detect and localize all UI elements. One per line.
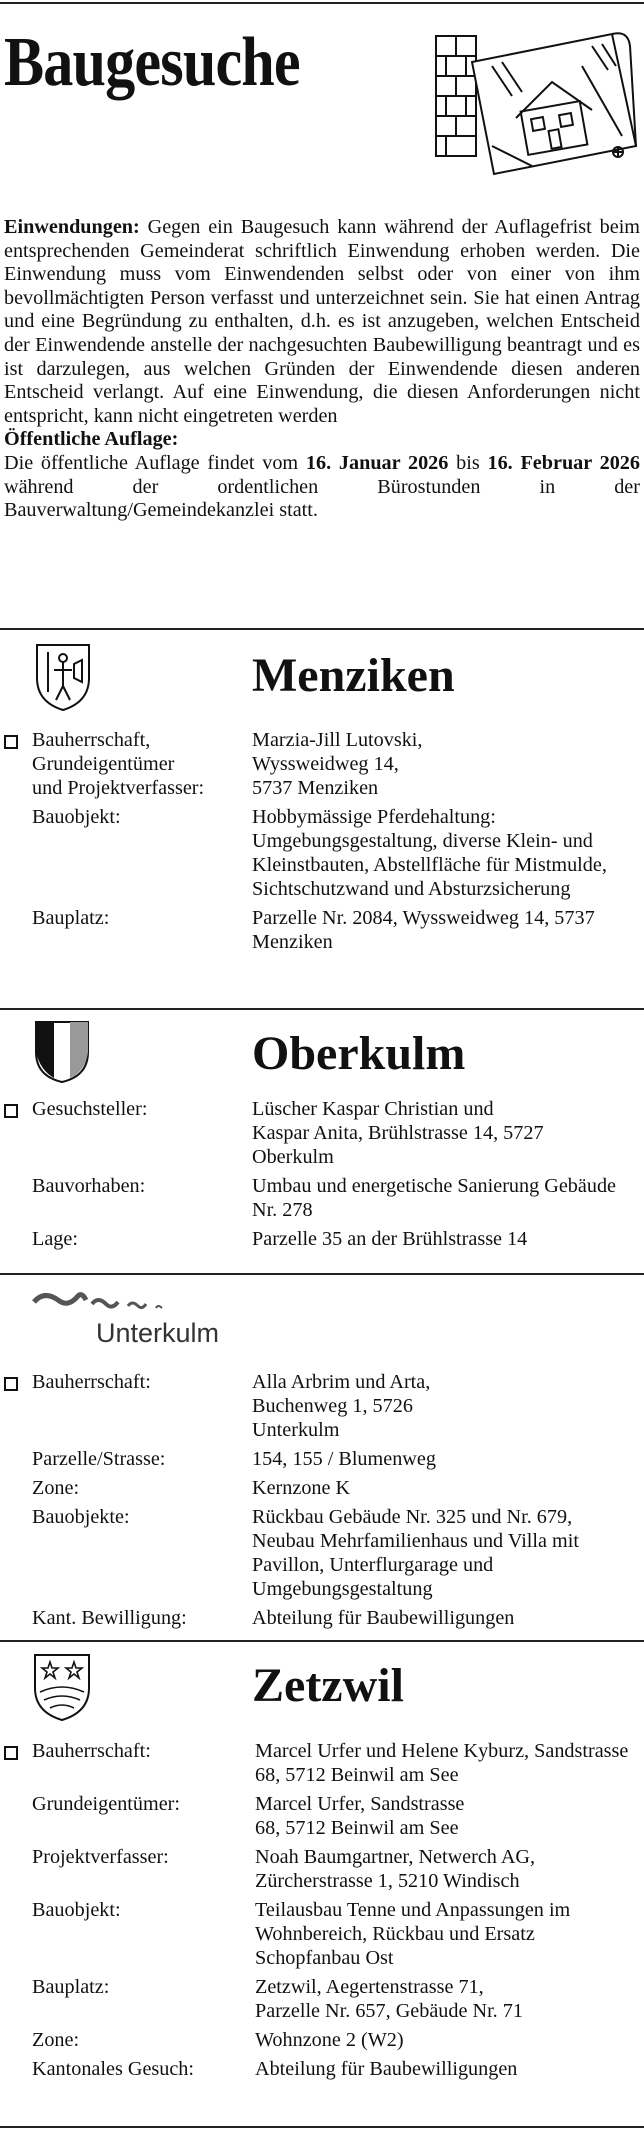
entry-row	[0, 1898, 644, 1970]
bottom-rule	[0, 2126, 644, 2128]
entry-row	[0, 1476, 644, 1500]
entry-row	[0, 1447, 644, 1471]
entry-value: Kernzone K	[252, 1477, 351, 1499]
entry-value: Umbau und energetische Sanierung Gebäude Nr. 278	[252, 1175, 617, 1221]
entries-menziken	[0, 728, 644, 954]
blueprint-house-icon	[432, 26, 640, 178]
entry-value: Rückbau Gebäude Nr. 325 und Nr. 679, Neubau Mehrfamilienhaus und Villa mit Pavillon, Unterflurgarage und Umgebungsgestaltung	[252, 1506, 579, 1600]
entry-row	[0, 1227, 644, 1251]
divider-zetzwil	[0, 1640, 644, 1642]
entry-row	[0, 906, 644, 954]
entry-key: Parzelle/Strasse:	[32, 1448, 166, 1470]
entry-key: Gesuchsteller:	[32, 1098, 148, 1120]
entry-row	[0, 2028, 644, 2052]
entry-row	[0, 1845, 644, 1893]
entry-row	[0, 1174, 644, 1222]
entry-row	[0, 1739, 644, 1787]
entries-zetzwil	[0, 1739, 644, 2081]
entry-key: Bauobjekt:	[32, 806, 121, 828]
entry-value: Noah Baumgartner, Netwerch AG, Zürcherstrasse 1, 5210 Windisch	[255, 1846, 536, 1892]
town-title-menziken: Menziken	[252, 649, 455, 702]
entry-value: Teilausbau Tenne und Anpassungen im Wohnbereich, Rückbau und Ersatz Schopfanbau Ost	[255, 1899, 571, 1969]
entry-value: Lüscher Kaspar Christian und Kaspar Anita, Brühlstrasse 14, 5727 Oberkulm	[252, 1098, 544, 1168]
entry-row	[0, 805, 644, 901]
entry-value: Wohnzone 2 (W2)	[255, 2029, 404, 2051]
entries-oberkulm	[0, 1097, 644, 1251]
entry-value: Parzelle Nr. 2084, Wyssweidweg 14, 5737 Menziken	[252, 907, 595, 953]
page-title: Baugesuche	[4, 24, 300, 101]
entry-value: Hobbymässige Pferdehaltung: Umgebungsgestaltung, diverse Klein- und Kleinstbauten, Abstellfläche für Mistmulde, Sichtschutzwand und Absturzsicherung	[252, 806, 607, 900]
entry-key: Kant. Bewilligung:	[32, 1607, 187, 1629]
entry-key: Kantonales Gesuch:	[32, 2058, 195, 2080]
auflage-label: Öffentliche Auflage:	[4, 428, 179, 451]
entry-row	[0, 1370, 644, 1442]
entry-key: Lage:	[32, 1228, 78, 1250]
intro-section	[4, 216, 640, 523]
entry-key: Bauvorhaben:	[32, 1175, 146, 1197]
entry-row	[0, 1505, 644, 1601]
entry-key: und Projektverfasser:	[32, 777, 205, 799]
entry-row	[0, 1792, 644, 1840]
entry-row	[0, 2057, 644, 2081]
divider-oberkulm	[0, 1008, 644, 1010]
town-title-oberkulm: Oberkulm	[252, 1027, 466, 1080]
entry-value: Zetzwil, Aegertenstrasse 71, Parzelle Nr. 657, Gebäude Nr. 71	[255, 1976, 523, 2022]
entry-row	[0, 728, 644, 752]
entry-row	[0, 1097, 644, 1169]
entry-key: Bauherrschaft:	[32, 1740, 151, 1762]
auflage-from: 16. Januar 2026	[305, 451, 449, 474]
entry-value: Parzelle 35 an der Brühlstrasse 14	[252, 1228, 528, 1250]
entry-value: Abteilung für Baubewilligungen	[252, 1607, 515, 1629]
entry-row	[0, 752, 644, 776]
auflage-to: 16. Februar 2026	[487, 451, 640, 474]
entry-key: Bauobjekte:	[32, 1506, 130, 1528]
entry-value: Alla Arbrim und Arta, Buchenweg 1, 5726 Unterkulm	[252, 1371, 431, 1441]
entry-key: Bauplatz:	[32, 1976, 110, 1998]
entry-value: Marcel Urfer und Helene Kyburz, Sandstrasse 68, 5712 Beinwil am See	[255, 1740, 629, 1786]
auflage-mid: bis	[448, 451, 488, 474]
entry-row	[0, 1606, 644, 1630]
entry-key: Zone:	[32, 2029, 80, 2051]
entry-row	[0, 1975, 644, 2023]
unterkulm-logo-text: Unterkulm	[96, 1318, 220, 1348]
zetzwil-crest-icon	[32, 1652, 92, 1722]
entry-value: 154, 155 / Blumenweg	[252, 1448, 436, 1470]
auflage-pre: Die öffentliche Auflage findet vom	[4, 451, 306, 474]
town-title-zetzwil: Zetzwil	[252, 1659, 404, 1712]
oberkulm-crest-icon	[34, 1020, 90, 1084]
entry-key: Bauobjekt:	[32, 1899, 121, 1921]
entry-value: Marcel Urfer, Sandstrasse 68, 5712 Beinwil am See	[255, 1793, 465, 1839]
menziken-crest-icon	[34, 642, 92, 712]
entry-value: Wyssweidweg 14,	[252, 753, 399, 775]
entry-key: Bauplatz:	[32, 907, 110, 929]
entry-key: Projektverfasser:	[32, 1846, 169, 1868]
entry-key: Grundeigentümer:	[32, 1793, 180, 1815]
auflage-post: während der ordentlichen Bürostunden in der Bauverwaltung/Gemeindekanzlei statt.	[4, 475, 640, 522]
divider-menziken	[0, 628, 644, 630]
divider-unterkulm	[0, 1273, 644, 1275]
entry-row	[0, 776, 644, 800]
entry-value: 5737 Menziken	[252, 777, 379, 799]
top-rule	[0, 2, 644, 4]
entry-key: Grundeigentümer	[32, 753, 175, 775]
einwendungen-text: Gegen ein Baugesuch kann während der Auflagefrist beim entsprechenden Gemeinderat schriftlich Einwendung erhoben werden. Die Einwendung muss vom Einwendenden selbst oder von einer von ihm bevollmächtigten Person verfasst und unterzeichnet sein. Sie hat einen Antrag und eine Begründung zu enthalten, d.h. es ist anzugeben, welchen Entscheid der Einwendende anstelle der nachgesuchten Baubewilligung beantragt und es ist darzulegen, aus welchen Gründen der Einwendende diesen anderen Entscheid verlangt. Auf eine Einwendung, die diesen Anforderungen nicht entspricht, kann nicht eingetreten werden	[4, 216, 640, 427]
entry-key: Zone:	[32, 1477, 80, 1499]
entry-value: Abteilung für Baubewilligungen	[255, 2058, 518, 2080]
entry-key: Bauherrschaft:	[32, 1371, 151, 1393]
entries-unterkulm	[0, 1370, 644, 1630]
einwendungen-label: Einwendungen:	[4, 216, 140, 238]
unterkulm-logo-waves-icon	[32, 1290, 182, 1316]
entry-key: Bauherrschaft,	[32, 729, 151, 751]
entry-value: Marzia-Jill Lutovski,	[252, 729, 423, 751]
